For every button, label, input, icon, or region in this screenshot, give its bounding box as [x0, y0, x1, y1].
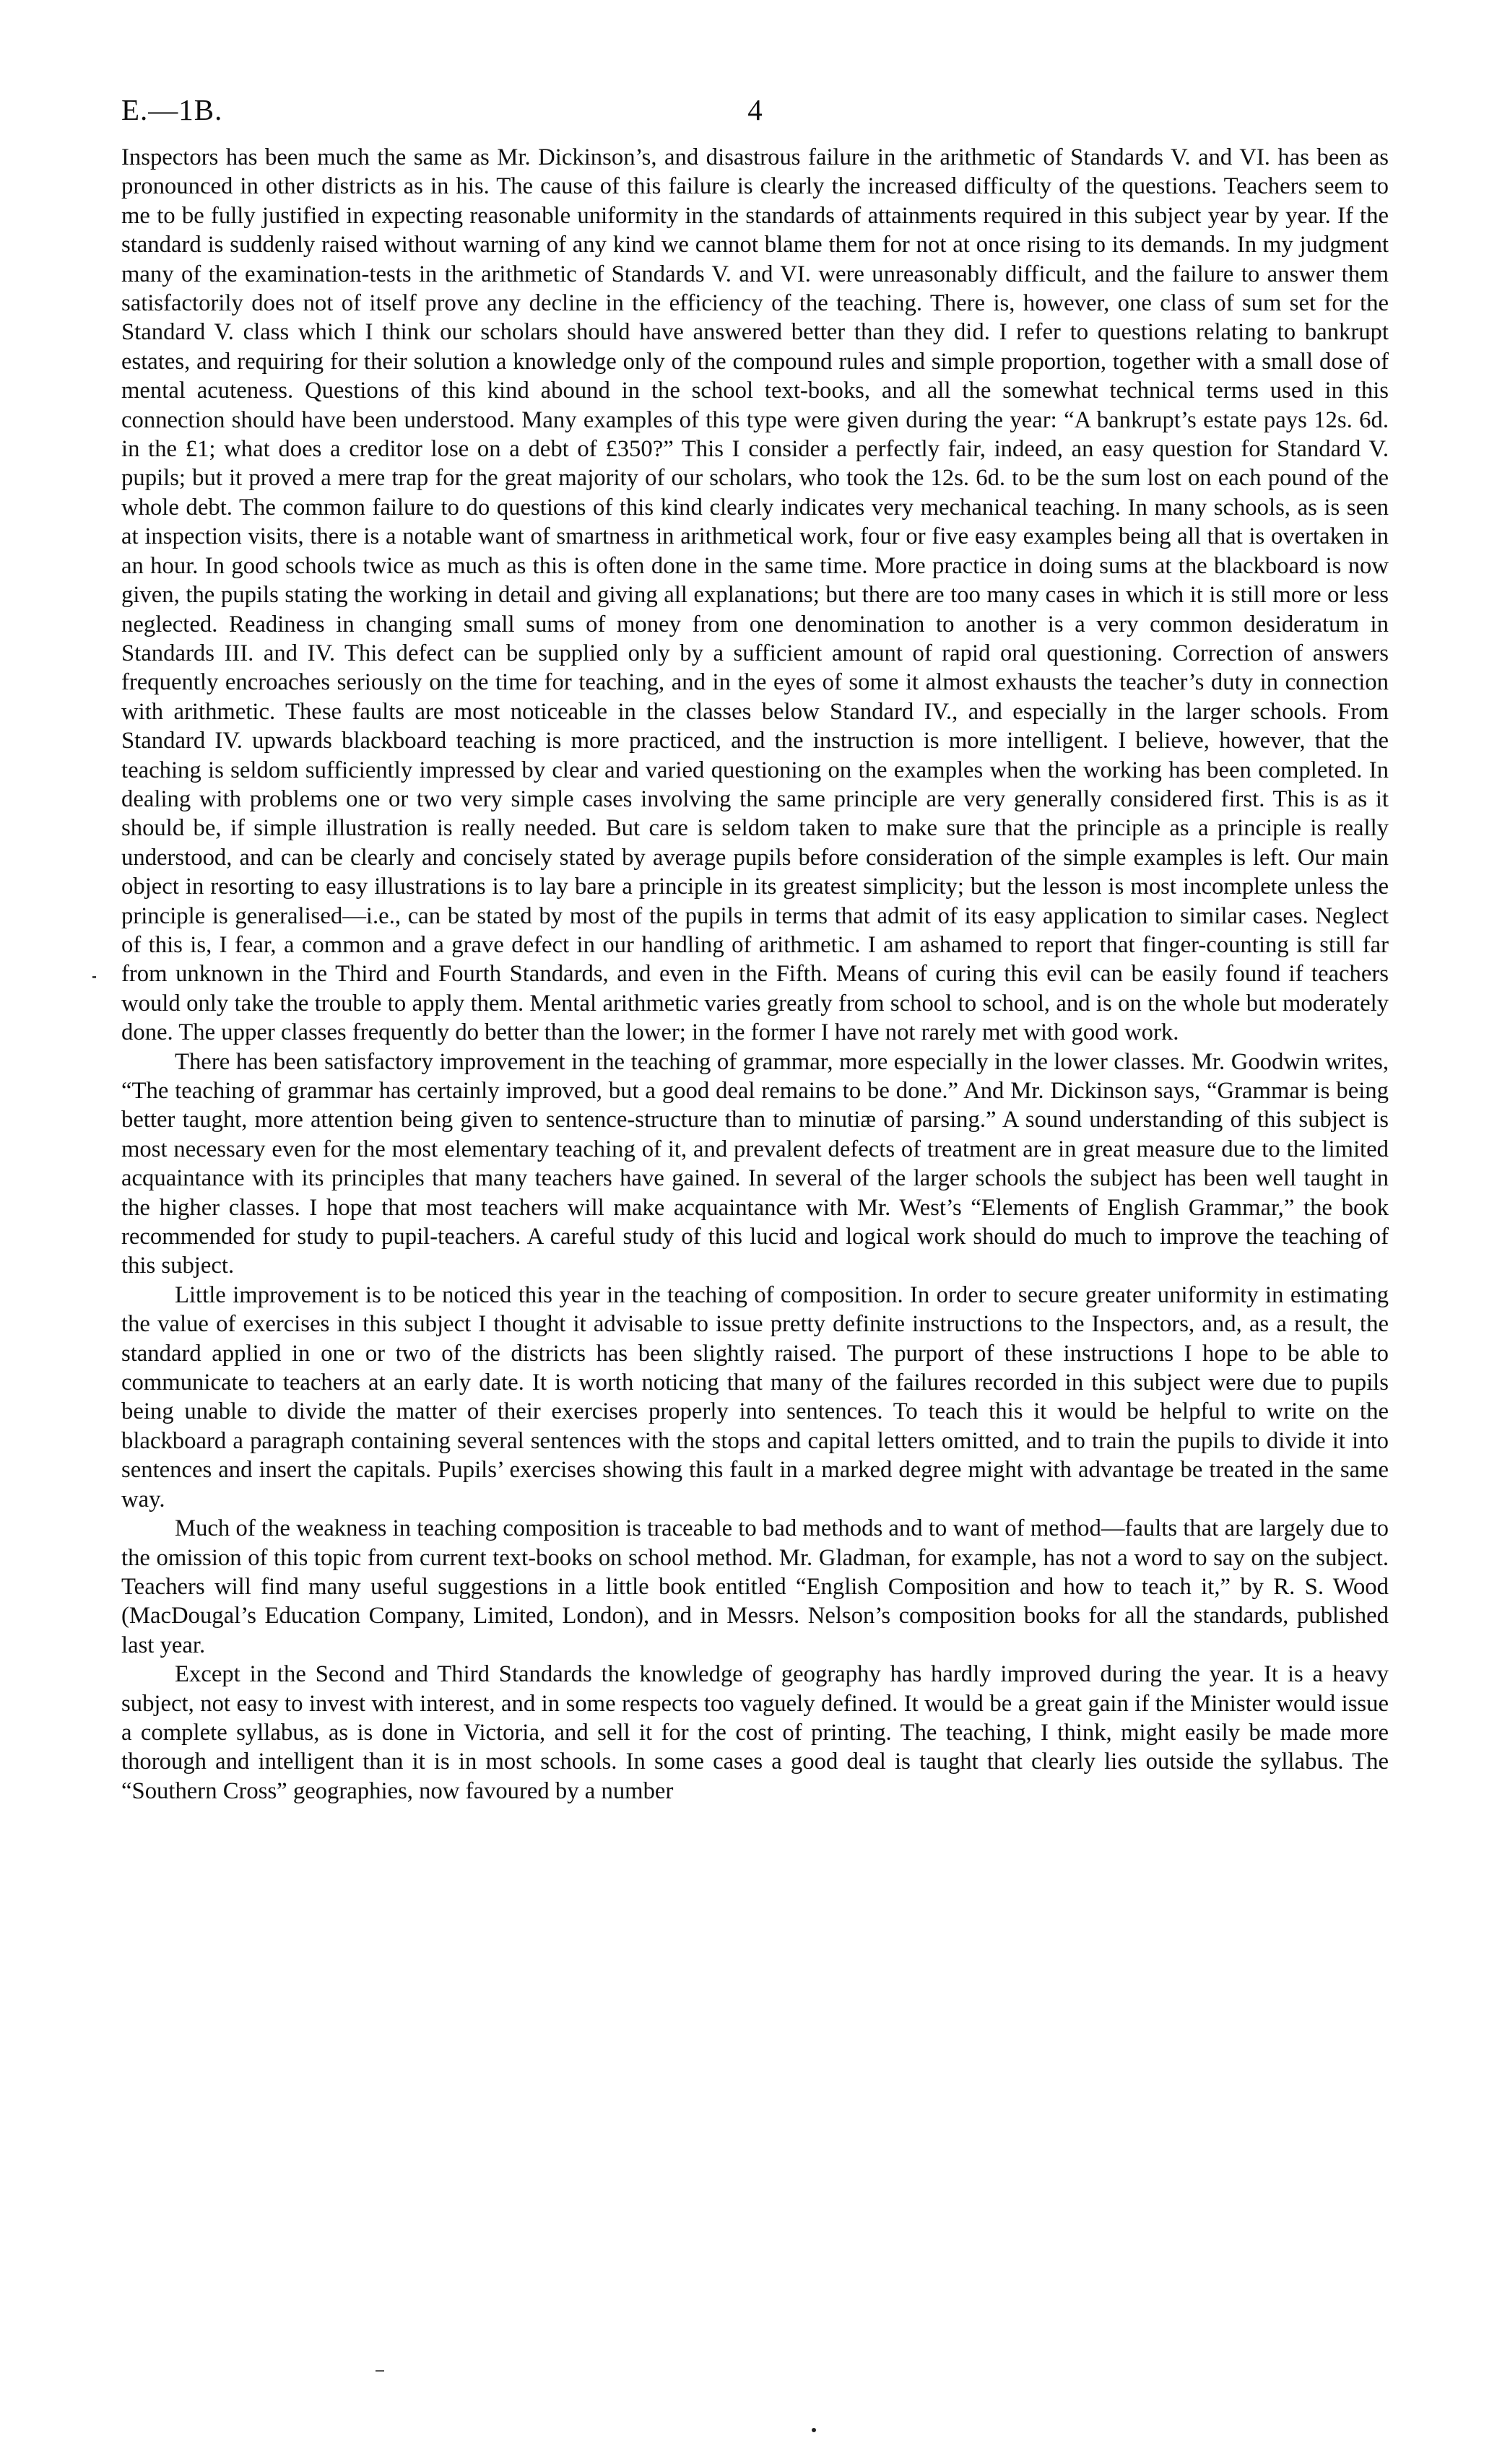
paragraph-grammar: There has been satisfactory improvement in the teaching of grammar, more especially in the lower classes. Mr. Goodwin writes, “The teaching of grammar has certainly improved, but a good deal remains to be done.” And Mr. Dickinson says, “Grammar is being better taught, more attention being given to sentence-structure than to minutiæ of parsing.” A sound understanding of this subject is most necessary even for the most elementary teaching of it, and prevalent defects of treatment are in great measure due to the limited acquaintance with its principles that many teachers have gained. In several of the larger schools the subject has been well taught in the higher classes. I hope that most teachers will make acquaintance with Mr. West’s “Elements of English Grammar,” the book recommended for study to pupil-teachers. A careful study of this lucid and logical work should do much to improve the teaching of this subject. — [121, 1048, 1389, 1279]
document-code: E.—1B. — [121, 93, 223, 126]
page-dot-mark — [812, 2428, 816, 2432]
paragraph-composition-methods: Much of the weakness in teaching composition is traceable to bad methods and to want of method—faults that are largely due to the omission of this topic from current text-books on school method. Mr. Gladman, for example, has not a word to say on the subject. Teachers will find many useful suggestions in a little book entitled “English Composition and how to teach it,” by R. S. Wood (MacDougal’s Education Company, Limited, London), and in Messrs. Nelson’s composition books for all the standards, published last year. — [121, 1515, 1389, 1658]
page-dash-mark — [376, 2370, 384, 2372]
page-header — [121, 88, 1389, 131]
margin-mark — [92, 976, 96, 978]
paragraph-geography: Except in the Second and Third Standards the knowledge of geography has hardly improved during the year. It is a heavy subject, not easy to invest with interest, and in some respects too vaguely defined. It would be a great gain if the Minister would issue a complete syllabus, as is done in Victoria, and sell it for the cost of printing. The teaching, I think, might easily be made more thorough and intelligent than it is in most schools. In some cases a good deal is taught that clearly lies outside the syllabus. The “Southern Cross” geographies, now favoured by a number — [121, 1661, 1389, 1804]
paragraph-composition: Little improvement is to be noticed this year in the teaching of composition. In order to secure greater uniformity in estimating the value of exercises in this subject I thought it advisable to issue pretty definite instructions to the Inspectors, and, as a result, the standard applied in one or two of the districts has been slightly raised. The purport of these instructions I hope to be able to communicate to teachers at an early date. It is worth noticing that many of the failures recorded in this subject were due to pupils being unable to divide the matter of their exercises properly into sentences. To teach this it would be helpful to write on the blackboard a paragraph containing several sentences with the stops and capital letters omitted, and to train the pupils to divide it into sentences and insert the capitals. Pupils’ exercises showing this fault in a marked degree might with advantage be treated in the same way. — [121, 1281, 1389, 1512]
page-number: 4 — [747, 93, 763, 126]
paragraph-arithmetic: Inspectors has been much the same as Mr. Dickinson’s, and disastrous failure in the arithmetic of Standards V. and VI. has been as pronounced in other districts as in his. The cause of this failure is clearly the increased difficulty of the questions. Teachers seem to me to be fully justified in expecting reasonable uniformity in the standards of attainments required in this subject year by year. If the standard is suddenly raised without warning of any kind we cannot blame them for not at once rising to its demands. In my judgment many of the examination-tests in the arithmetic of Standards V. and VI. were unreasonably difficult, and the failure to answer them satisfactorily does not of itself prove any decline in the efficiency of the teaching. There is, however, one class of sum set for the Standard V. class which I think our scholars should have answered better than they did. I refer to questions relating to bankrupt estates, and requiring for their solution a knowledge only of the compound rules and simple proportion, together with a small dose of mental acuteness. Questions of this kind abound in the school text-books, and all the somewhat technical terms used in this connection should have been understood. Many examples of this type were given during the year: “A bankrupt’s estate pays 12s. 6d. in the £1; what does a creditor lose on a debt of £350?” This I consider a perfectly fair, indeed, an easy question for Standard V. pupils; but it proved a mere trap for the great majority of our scholars, who took the 12s. 6d. to be the sum lost on each pound of the whole debt. The common failure to do questions of this kind clearly indicates very mechanical teaching. In many schools, as is seen at inspection visits, there is a notable want of smartness in arithmetical work, four or five easy examples being all that is overtaken in an hour. In good schools twice as much as this is often done in the same time. More practice in doing sums at the blackboard is now given, the pupils stating the working in detail and giving all explanations; but there are too many cases in which it is still more or less neglected. Readiness in changing small sums of money from one denomination to another is a very common desideratum in Standards III. and IV. This defect can be supplied only by a sufficient amount of rapid oral questioning. Correction of answers frequently encroaches seriously on the time for teaching, and in the eyes of some it almost exhausts the teacher’s duty in connection with arithmetic. These faults are most noticeable in the classes below Standard IV., and especially in the larger schools. From Standard IV. upwards blackboard teaching is more practiced, and the instruction is more intelligent. I believe, however, that the teaching is seldom sufficiently impressed by clear and varied questioning on the examples when the working has been completed. In dealing with problems one or two very simple cases involving the same principle are very generally considered first. This is as it should be, if simple illustration is really needed. But care is seldom taken to make sure that the principle as a principle is really understood, and can be clearly and concisely stated by average pupils before consideration of the simple examples is left. Our main object in resorting to easy illustrations is to lay bare a principle in its greatest simplicity; but the lesson is most incomplete unless the principle is generalised—i.e., can be stated by most of the pupils in terms that admit of its easy application to similar cases. Neglect of this is, I fear, a common and a grave defect in our handling of arithmetic. I am ashamed to report that finger-counting is still far from unknown in the Third and Fourth Standards, and even in the Fifth. Means of curing this evil can be easily found if teachers would only take the trouble to apply them. Mental arithmetic varies greatly from school to school, and is on the whole but moderately done. The upper classes frequently do better than the lower; in the former I have not rarely met with good work. — [121, 144, 1389, 1046]
body-text — [121, 143, 1389, 1806]
